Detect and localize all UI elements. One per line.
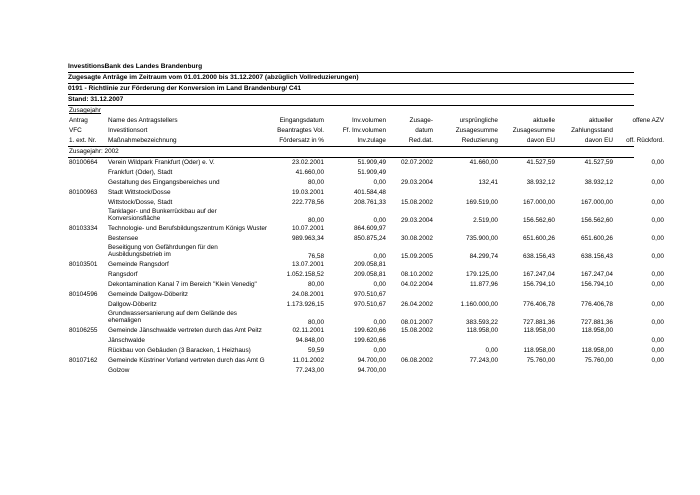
cell-invvolumen: 209.058,81 [354, 261, 386, 268]
cell-eingangsdatum: 80,00 [308, 281, 324, 288]
year-label: Zusagejahr: 2002 [69, 148, 119, 155]
column-header-row [68, 116, 664, 126]
table-row [68, 290, 634, 300]
cell-invvolumen: 401.584,48 [354, 189, 386, 196]
cell-offene-azv: 0,00 [651, 318, 664, 326]
col-header-antrag: Antrag [69, 117, 88, 124]
cell-akt-zahlung: 167.000,00 [581, 199, 613, 206]
cell-urspr-zusage: 169.519,00 [466, 199, 498, 206]
cell-akt-zahlung: 156.562,60 [581, 216, 613, 224]
cell-name: Gemeinde Jänschwalde vertreten durch das Amt Peitz [108, 327, 262, 334]
col-header-akt-zusage: davon EU [526, 137, 555, 144]
cell-invvolumen: 864.609,97 [354, 225, 386, 232]
record-number: 80107162 [69, 357, 98, 364]
cell-name: Technologie- und Berufsbildungszentrum Königs Wuster [108, 225, 268, 232]
cell-offene-azv: 0,00 [651, 271, 664, 278]
cell-invvolumen: 0,00 [373, 216, 386, 224]
cell-akt-zahlung: 167.247,04 [581, 271, 613, 278]
records-table [68, 158, 664, 376]
cell-eingangsdatum: 77.243,00 [295, 367, 324, 374]
col-header-zusagedatum: Zusage- [409, 117, 433, 124]
group-label: Zusagejahr [69, 107, 101, 114]
cell-akt-zusage: 727.881,36 [523, 318, 555, 326]
table-row [68, 346, 664, 356]
report-page [68, 62, 664, 376]
table-row [68, 178, 664, 188]
cell-invvolumen: 208.761,33 [354, 199, 386, 206]
cell-invvolumen: 0,00 [373, 318, 386, 326]
record-number: 80100664 [69, 159, 98, 166]
cell-zusagedatum: 29.03.2004 [401, 179, 433, 186]
col-header-akt-zahlung: aktueller [588, 117, 613, 124]
cell-urspr-zusage: 179.125,00 [466, 271, 498, 278]
cell-eingangsdatum: 1.173.926,15 [286, 301, 324, 308]
cell-name: Gestaltung des Eingangsbereiches und [108, 179, 220, 186]
cell-urspr-zusage: 2.519,00 [473, 216, 498, 224]
col-header-name: Maßnahmebezeichnung [108, 137, 177, 144]
column-header-row [68, 126, 634, 136]
cell-zusagedatum: 29.03.2004 [401, 216, 433, 224]
cell-name: Gemeinde Küstriner Vorland vertreten durch das Amt G [108, 357, 265, 364]
col-header-antrag: 1. ext. Nr. [69, 137, 97, 144]
table-row [68, 244, 664, 260]
col-header-urspr-zusage: ursprüngliche [459, 117, 498, 124]
cell-offene-azv: 0,00 [651, 199, 664, 206]
cell-zusagedatum: 15.09.2005 [401, 252, 433, 260]
year-row [68, 147, 634, 158]
cell-eingangsdatum: 59,59 [308, 347, 324, 354]
cell-invvolumen: 0,00 [373, 179, 386, 186]
col-header-invvolumen: Ff. Inv.volumen [342, 127, 386, 134]
cell-akt-zusage: 156.794,10 [523, 281, 555, 288]
cell-zusagedatum: 02.07.2002 [401, 159, 433, 166]
cell-offene-azv: 0,00 [651, 216, 664, 224]
cell-akt-zusage: 167.247,04 [523, 271, 555, 278]
cell-akt-zusage: 638.156,43 [523, 252, 555, 260]
col-header-name: Investitionsort [108, 127, 148, 134]
record-number: 80104596 [69, 291, 98, 298]
col-header-urspr-zusage: Reduzierung [461, 137, 498, 144]
cell-name: Rangsdorf [108, 271, 138, 278]
cell-zusagedatum: 15.08.2002 [401, 327, 433, 334]
cell-name: Jänschwalde [108, 337, 145, 344]
table-row [68, 208, 664, 224]
cell-urspr-zusage: 41.660,00 [469, 159, 498, 166]
col-header-invvolumen: Inv.zulage [357, 137, 386, 144]
cell-akt-zahlung: 651.600,26 [581, 235, 613, 242]
cell-eingangsdatum: 13.07.2001 [292, 261, 324, 268]
cell-name: Grundwassersanierung auf dem Gelände des ehemaligen [108, 310, 237, 325]
cell-offene-azv: 0,00 [651, 235, 664, 242]
cell-akt-zahlung: 38.932,12 [584, 179, 613, 186]
table-row [68, 234, 664, 244]
col-header-eingangsdatum: Fördersatz in % [279, 137, 324, 144]
col-header-akt-zahlung: Zahlungsstand [571, 127, 613, 134]
cell-invvolumen: 199.620,66 [354, 327, 386, 334]
cell-zusagedatum: 30.08.2002 [401, 235, 433, 242]
cell-urspr-zusage: 1.160.000,00 [460, 301, 498, 308]
cell-name: Beseitigung von Gefährdungen für den Ausbildungsbetrieb im [108, 244, 218, 259]
cell-akt-zusage: 651.600,26 [523, 235, 555, 242]
col-header-invvolumen: Inv.volumen [352, 117, 386, 124]
cell-invvolumen: 850.875,24 [354, 235, 386, 242]
cell-akt-zahlung: 41.527,59 [584, 159, 613, 166]
table-row [68, 326, 634, 336]
cell-invvolumen: 94.700,00 [357, 357, 386, 364]
cell-urspr-zusage: 118.958,00 [466, 327, 498, 334]
cell-akt-zusage: 41.527,59 [526, 159, 555, 166]
cell-invvolumen: 0,00 [373, 347, 386, 354]
cell-urspr-zusage: 383.593,22 [466, 318, 498, 326]
cell-name: Frankfurt (Oder), Stadt [108, 169, 173, 176]
group-label-row [68, 106, 634, 116]
col-header-offene-azv: off. Rückford. [626, 137, 664, 144]
column-header-row [68, 136, 664, 147]
cell-eingangsdatum: 80,00 [308, 216, 324, 224]
report-status-date: Stand: 31.12.2007 [68, 95, 634, 106]
cell-name: Gemeinde Dallgow-Döberitz [108, 291, 188, 298]
cell-name: Dekontamination Kanal 7 im Bereich "Klein Venedig" [108, 281, 257, 288]
cell-urspr-zusage: 84.299,74 [469, 252, 498, 260]
cell-offene-azv: 0,00 [651, 357, 664, 364]
cell-invvolumen: 199.620,66 [354, 337, 386, 344]
cell-eingangsdatum: 24.08.2001 [292, 291, 324, 298]
cell-name: Golzow [108, 367, 130, 374]
cell-invvolumen: 51.909,49 [357, 159, 386, 166]
table-row [68, 270, 664, 280]
cell-eingangsdatum: 76,58 [308, 252, 324, 260]
cell-urspr-zusage: 77.243,00 [469, 357, 498, 364]
cell-zusagedatum: 08.01.2007 [401, 318, 433, 326]
cell-invvolumen: 94.700,00 [357, 367, 386, 374]
table-row [68, 310, 664, 326]
col-header-akt-zusage: Zusagesumme [512, 127, 555, 134]
cell-name: Rückbau von Gebäuden (3 Baracken, 1 Heizhaus) [108, 347, 251, 354]
col-header-akt-zahlung: davon EU [584, 137, 613, 144]
table-row [68, 366, 634, 376]
cell-urspr-zusage: 132,41 [478, 179, 498, 186]
cell-invvolumen: 51.909,49 [357, 169, 386, 176]
cell-eingangsdatum: 23.02.2001 [292, 159, 324, 166]
cell-invvolumen: 0,00 [373, 252, 386, 260]
cell-name: Verein Wildpark Frankfurt (Oder) e. V. [108, 159, 215, 166]
cell-akt-zusage: 156.562,60 [523, 216, 555, 224]
cell-eingangsdatum: 94.848,00 [295, 337, 324, 344]
cell-invvolumen: 0,00 [373, 281, 386, 288]
col-header-eingangsdatum: Eingangsdatum [279, 117, 324, 124]
cell-name: Tanklager- und Bunkerrückbau auf der Konversionsfläche [108, 208, 217, 223]
table-row [68, 356, 664, 366]
col-header-eingangsdatum: Beantragtes Vol. [277, 127, 324, 134]
cell-eingangsdatum: 80,00 [308, 318, 324, 326]
cell-name: Gemeinde Rangsdorf [108, 261, 169, 268]
cell-invvolumen: 970.510,67 [354, 301, 386, 308]
cell-eingangsdatum: 19.03.2001 [292, 189, 324, 196]
cell-eingangsdatum: 222.778,56 [292, 199, 324, 206]
cell-name: Bestensee [108, 235, 139, 242]
cell-zusagedatum: 08.10.2002 [401, 271, 433, 278]
cell-akt-zusage: 167.000,00 [523, 199, 555, 206]
cell-offene-azv: 0,00 [651, 159, 664, 166]
col-header-antrag: VFC [69, 127, 82, 134]
table-row [68, 188, 634, 198]
report-title-bank: InvestitionsBank des Landes Brandenburg [68, 62, 634, 73]
table-row [68, 158, 664, 168]
table-row [68, 168, 634, 178]
cell-invvolumen: 209.058,81 [354, 271, 386, 278]
col-header-zusagedatum: Red.dat. [408, 137, 433, 144]
cell-name: Stadt Wittstock/Dosse [108, 189, 171, 196]
cell-urspr-zusage: 735.900,00 [466, 235, 498, 242]
cell-eingangsdatum: 80,00 [308, 179, 324, 186]
cell-offene-azv: 0,00 [651, 179, 664, 186]
cell-urspr-zusage: 0,00 [485, 347, 498, 354]
cell-akt-zahlung: 727.881,36 [581, 318, 613, 326]
table-row [68, 224, 634, 234]
report-title-guideline: 0191 - Richtlinie zur Förderung der Konversion im Land Brandenburg/ C41 [68, 84, 634, 95]
cell-akt-zusage: 38.932,12 [526, 179, 555, 186]
cell-akt-zahlung: 638.156,43 [581, 252, 613, 260]
cell-akt-zusage: 118.958,00 [523, 347, 555, 354]
col-header-name: Name des Antragstellers [108, 117, 178, 124]
cell-offene-azv: 0,00 [651, 252, 664, 260]
cell-zusagedatum: 26.04.2002 [401, 301, 433, 308]
table-row [68, 260, 634, 270]
table-row [68, 198, 664, 208]
cell-akt-zahlung: 118.958,00 [581, 347, 613, 354]
cell-invvolumen: 970.510,67 [354, 291, 386, 298]
cell-eingangsdatum: 11.01.2002 [292, 357, 324, 364]
cell-zusagedatum: 06.08.2002 [401, 357, 433, 364]
cell-offene-azv: 0,00 [651, 337, 664, 344]
cell-akt-zahlung: 156.794,10 [581, 281, 613, 288]
record-number: 80106255 [69, 327, 98, 334]
cell-offene-azv: 0,00 [651, 301, 664, 308]
cell-akt-zahlung: 118.958,00 [581, 327, 613, 334]
cell-eingangsdatum: 1.052.158,52 [286, 271, 324, 278]
col-header-urspr-zusage: Zusagesumme [455, 127, 498, 134]
cell-eingangsdatum: 41.660,00 [295, 169, 324, 176]
table-row [68, 300, 664, 310]
cell-eingangsdatum: 989.963,34 [292, 235, 324, 242]
report-title-period: Zugesagte Anträge im Zeitraum vom 01.01.2000 bis 31.12.2007 (abzüglich Vollreduzierungen) [68, 73, 634, 84]
cell-eingangsdatum: 10.07.2001 [292, 225, 324, 232]
cell-akt-zusage: 118.958,00 [523, 327, 555, 334]
cell-urspr-zusage: 11.877,96 [470, 281, 498, 288]
cell-akt-zusage: 75.760,00 [526, 357, 555, 364]
col-header-akt-zusage: aktuelle [532, 117, 555, 124]
cell-eingangsdatum: 02.11.2001 [292, 327, 324, 334]
cell-zusagedatum: 15.08.2002 [401, 199, 433, 206]
cell-akt-zahlung: 776.406,78 [581, 301, 613, 308]
cell-akt-zusage: 776.406,78 [523, 301, 555, 308]
cell-akt-zahlung: 75.760,00 [584, 357, 613, 364]
record-number: 80100963 [69, 189, 98, 196]
cell-name: Dallgow-Döberitz [108, 301, 157, 308]
col-header-zusagedatum: datum [415, 127, 433, 134]
cell-zusagedatum: 04.02.2004 [401, 281, 433, 288]
table-row [68, 336, 664, 346]
column-header [68, 116, 664, 147]
cell-name: Wittstock/Dosse, Stadt [108, 199, 173, 206]
record-number: 80103501 [69, 261, 98, 268]
table-row [68, 280, 664, 290]
record-number: 80103334 [69, 225, 98, 232]
col-header-offene-azv: offene AZV [632, 117, 664, 124]
cell-offene-azv: 0,00 [651, 347, 664, 354]
cell-offene-azv: 0,00 [651, 281, 664, 288]
